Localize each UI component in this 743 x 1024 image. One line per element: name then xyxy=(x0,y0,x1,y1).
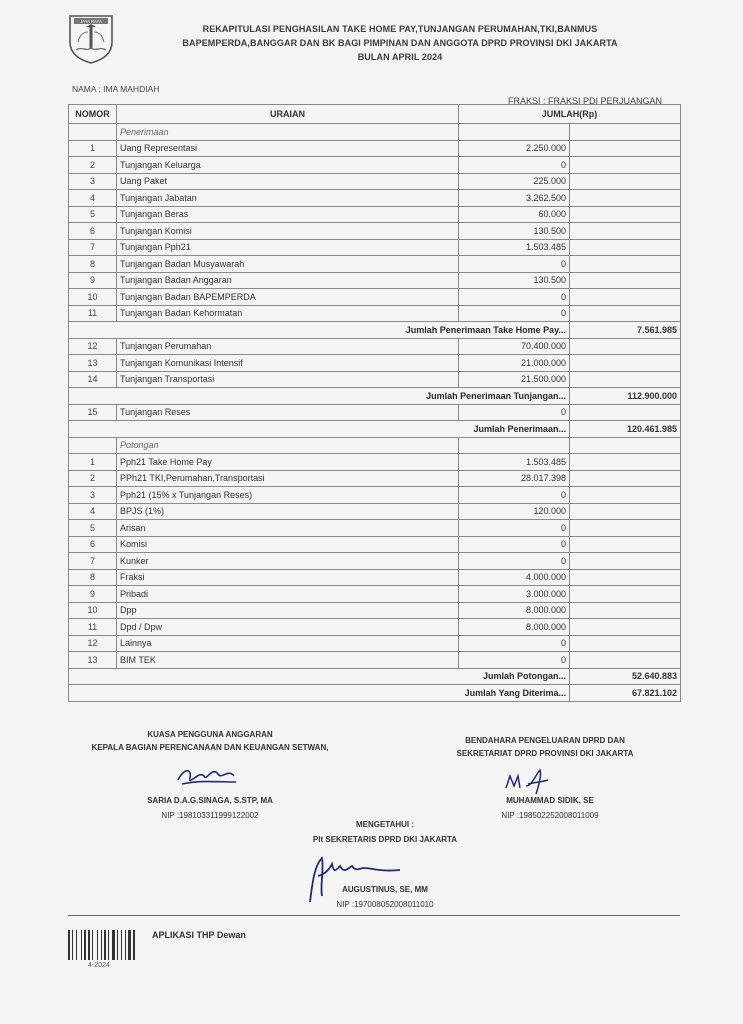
row-label: Arisan xyxy=(117,520,459,537)
center-sig-name: AUGUSTINUS, SE, MM xyxy=(342,885,428,894)
row-label: Tunjangan Badan Kehormatan xyxy=(117,305,459,322)
row-label: Tunjangan Komisi xyxy=(117,223,459,240)
right-sig-nip: NIP :198502252008011009 xyxy=(501,811,599,820)
tunjangan-row xyxy=(69,355,681,372)
barcode-bar xyxy=(81,930,82,960)
row-total-empty xyxy=(570,586,681,603)
left-sig-nip: NIP :198103311999122002 xyxy=(161,811,259,820)
potongan-row xyxy=(69,503,681,520)
header-nomor: NOMOR xyxy=(69,105,117,124)
center-sig-nip: NIP :197008052008011010 xyxy=(336,900,434,909)
potongan-row xyxy=(69,586,681,603)
row-number: 1 xyxy=(69,454,117,471)
row-label: Pph21 Take Home Pay xyxy=(117,454,459,471)
row-label: Lainnya xyxy=(117,635,459,652)
title-line-1: REKAPITULASI PENGHASILAN TAKE HOME PAY,TUNJANGAN PERUMAHAN,TKI,BANMUS xyxy=(202,24,598,34)
barcode-bar xyxy=(117,930,118,960)
row-number: 14 xyxy=(69,371,117,388)
row-value: 70.400.000 xyxy=(459,338,570,355)
penerimaan-row xyxy=(69,256,681,273)
penerimaan-row xyxy=(69,140,681,157)
row-total-empty xyxy=(570,371,681,388)
barcode-bar xyxy=(88,930,90,960)
barcode-bar xyxy=(104,930,106,960)
sum-diterima-row xyxy=(69,685,681,702)
row-total-empty xyxy=(570,520,681,537)
row-number: 6 xyxy=(69,536,117,553)
row-label: Tunjangan Badan BAPEMPERDA xyxy=(117,289,459,306)
row-total-empty xyxy=(570,206,681,223)
row-total-empty xyxy=(570,635,681,652)
potongan-row xyxy=(69,470,681,487)
row-label: Tunjangan Transportasi xyxy=(117,371,459,388)
row-number: 12 xyxy=(69,635,117,652)
center-sig-title-1: MENGETAHUI : xyxy=(355,820,415,829)
right-sig-title-2: SEKRETARIAT DPRD PROVINSI DKI JAKARTA xyxy=(456,749,634,758)
right-sig-name: MUHAMMAD SIDIK, SE xyxy=(506,796,594,805)
row-number: 2 xyxy=(69,157,117,174)
row-number: 11 xyxy=(69,619,117,636)
row-label: Tunjangan Beras xyxy=(117,206,459,223)
left-signature-icon xyxy=(172,760,242,792)
left-sig-title-2: KEPALA BAGIAN PERENCANAAN DAN KEUANGAN SETWAN, xyxy=(91,743,329,752)
barcode-bar xyxy=(76,930,77,960)
row-total-empty xyxy=(570,173,681,190)
empty xyxy=(459,437,570,454)
row-value: 3.262.500 xyxy=(459,190,570,207)
sum-label: Jumlah Penerimaan... xyxy=(69,421,570,438)
fraksi-label: FRAKSI : FRAKSI PDI PERJUANGAN xyxy=(508,96,663,106)
row-total-empty xyxy=(570,602,681,619)
row-label: Pribadi xyxy=(117,586,459,603)
row-number: 5 xyxy=(69,206,117,223)
penerimaan-row xyxy=(69,173,681,190)
row-value: 0 xyxy=(459,553,570,570)
sum-penerimaan-row xyxy=(69,421,681,438)
row-total-empty xyxy=(570,404,681,421)
row-value: 1.503.485 xyxy=(459,239,570,256)
potongan-row xyxy=(69,536,681,553)
barcode-bar xyxy=(84,930,86,960)
center-signature-block xyxy=(270,820,500,844)
center-signer xyxy=(310,885,460,909)
row-number: 3 xyxy=(69,487,117,504)
row-value: 8.000.000 xyxy=(459,602,570,619)
row-number: 7 xyxy=(69,239,117,256)
barcode-bar xyxy=(92,930,93,960)
penerimaan-row xyxy=(69,190,681,207)
row-label: Dpd / Dpw xyxy=(117,619,459,636)
penerimaan-row xyxy=(69,223,681,240)
footer-code: 4-2024 xyxy=(88,962,110,969)
row-label: Tunjangan Badan Anggaran xyxy=(117,272,459,289)
penerimaan-row xyxy=(69,272,681,289)
tunjangan-row xyxy=(69,338,681,355)
potongan-row xyxy=(69,454,681,471)
row-value: 28.017.398 xyxy=(459,470,570,487)
row-total-empty xyxy=(570,140,681,157)
row-value: 0 xyxy=(459,652,570,669)
row-number: 3 xyxy=(69,173,117,190)
row-number: 5 xyxy=(69,520,117,537)
penerimaan-row xyxy=(69,206,681,223)
row-value: 8.000.000 xyxy=(459,619,570,636)
row-total-empty xyxy=(570,454,681,471)
row-label: Uang Representasi xyxy=(117,140,459,157)
row-number: 9 xyxy=(69,586,117,603)
row-total-empty xyxy=(570,157,681,174)
footer-divider xyxy=(68,915,680,916)
member-name: NAMA : IMA MAHDIAH xyxy=(72,84,160,94)
sum-value: 112.900.000 xyxy=(570,388,681,405)
row-total-empty xyxy=(570,553,681,570)
row-label: Tunjangan Komunikasi Intensif xyxy=(117,355,459,372)
row-label: Tunjangan Keluarga xyxy=(117,157,459,174)
row-value: 0 xyxy=(459,487,570,504)
left-sig-name: SARIA D.A.G.SINAGA, S.STP, MA xyxy=(147,796,273,805)
sum-value: 7.561.985 xyxy=(570,322,681,339)
row-value: 1.503.485 xyxy=(459,454,570,471)
row-number: 8 xyxy=(69,569,117,586)
section-row xyxy=(69,124,681,141)
row-total-empty xyxy=(570,289,681,306)
row-number: 11 xyxy=(69,305,117,322)
sum-potongan-row xyxy=(69,668,681,685)
sum-value: 52.640.883 xyxy=(570,668,681,685)
row-label: Tunjangan Perumahan xyxy=(117,338,459,355)
empty xyxy=(570,437,681,454)
sum-label: Jumlah Potongan... xyxy=(69,668,570,685)
row-number: 10 xyxy=(69,602,117,619)
row-total-empty xyxy=(570,487,681,504)
row-value: 120.000 xyxy=(459,503,570,520)
barcode-bar xyxy=(125,930,126,960)
row-label: Komisi xyxy=(117,536,459,553)
barcode-bar xyxy=(121,930,122,960)
row-number xyxy=(69,437,117,454)
sum-label: Jumlah Penerimaan Tunjangan... xyxy=(69,388,570,405)
barcode-bar xyxy=(112,930,115,960)
row-number: 1 xyxy=(69,140,117,157)
barcode-bar xyxy=(128,930,131,960)
barcode-bar xyxy=(97,930,98,960)
tunjangan-row xyxy=(69,371,681,388)
row-number: 13 xyxy=(69,652,117,669)
title-line-3: BULAN APRIL 2024 xyxy=(357,52,443,62)
row-number: 10 xyxy=(69,289,117,306)
sum-label: Jumlah Yang Diterima... xyxy=(69,685,570,702)
row-value: 60.000 xyxy=(459,206,570,223)
potongan-row xyxy=(69,569,681,586)
row-value: 0 xyxy=(459,404,570,421)
reses-row xyxy=(69,404,681,421)
row-total-empty xyxy=(570,338,681,355)
row-total-empty xyxy=(570,272,681,289)
dki-jakarta-emblem-icon xyxy=(66,12,116,64)
sum-thp-row xyxy=(69,322,681,339)
row-total-empty xyxy=(570,256,681,273)
empty xyxy=(459,124,570,141)
potongan-row xyxy=(69,487,681,504)
row-number: 2 xyxy=(69,470,117,487)
row-total-empty xyxy=(570,355,681,372)
row-value: 0 xyxy=(459,635,570,652)
row-value: 130.500 xyxy=(459,272,570,289)
row-label: Tunjangan Badan Musyawarah xyxy=(117,256,459,273)
barcode-bar xyxy=(133,930,135,960)
row-total-empty xyxy=(570,536,681,553)
penerimaan-row xyxy=(69,289,681,306)
title-line-2: BAPEMPERDA,BANGGAR DAN BK BAGI PIMPINAN DAN ANGGOTA DPRD PROVINSI DKI JAKARTA xyxy=(182,38,618,48)
potongan-row xyxy=(69,652,681,669)
row-total-empty xyxy=(570,239,681,256)
row-label: Tunjangan Reses xyxy=(117,404,459,421)
penerimaan-row xyxy=(69,239,681,256)
potongan-row xyxy=(69,619,681,636)
row-total-empty xyxy=(570,305,681,322)
right-sig-title-1: BENDAHARA PENGELUARAN DPRD DAN xyxy=(465,736,625,745)
salary-table xyxy=(68,104,681,702)
left-sig-title-1: KUASA PENGGUNA ANGGARAN xyxy=(147,730,273,739)
sum-value: 120.461.985 xyxy=(570,421,681,438)
row-value: 0 xyxy=(459,157,570,174)
row-number: 6 xyxy=(69,223,117,240)
section-penerimaan: Penerimaan xyxy=(117,124,459,141)
row-number: 7 xyxy=(69,553,117,570)
row-total-empty xyxy=(570,569,681,586)
row-total-empty xyxy=(570,652,681,669)
row-total-empty xyxy=(570,470,681,487)
row-number: 12 xyxy=(69,338,117,355)
app-name: APLIKASI THP Dewan xyxy=(152,930,246,940)
barcode-bar xyxy=(108,930,109,960)
potongan-row xyxy=(69,635,681,652)
row-value: 0 xyxy=(459,536,570,553)
right-signer xyxy=(440,796,660,820)
row-value: 0 xyxy=(459,256,570,273)
row-total-empty xyxy=(570,190,681,207)
sum-value: 67.821.102 xyxy=(570,685,681,702)
row-value: 21.000.000 xyxy=(459,355,570,372)
center-sig-title-2: Plt SEKRETARIS DPRD DKI JAKARTA xyxy=(312,835,458,844)
row-value: 2.250.000 xyxy=(459,140,570,157)
row-value: 130.500 xyxy=(459,223,570,240)
barcode-bar xyxy=(101,930,102,960)
potongan-row xyxy=(69,520,681,537)
penerimaan-row xyxy=(69,157,681,174)
header-uraian: URAIAN xyxy=(117,105,459,124)
row-label: Kunker xyxy=(117,553,459,570)
row-total-empty xyxy=(570,503,681,520)
row-value: 3.000.000 xyxy=(459,586,570,603)
row-value: 4.000.000 xyxy=(459,569,570,586)
row-number xyxy=(69,124,117,141)
row-value: 0 xyxy=(459,289,570,306)
row-label: Fraksi xyxy=(117,569,459,586)
row-label: BPJS (1%) xyxy=(117,503,459,520)
right-signature-icon xyxy=(502,766,562,796)
sum-tunjangan-row xyxy=(69,388,681,405)
row-label: Dpp xyxy=(117,602,459,619)
left-signer xyxy=(110,796,310,820)
right-signature-block xyxy=(400,736,690,758)
section-potongan: Potongan xyxy=(117,437,459,454)
section-row xyxy=(69,437,681,454)
row-total-empty xyxy=(570,223,681,240)
row-label: Pph21 (15% x Tunjangan Reses) xyxy=(117,487,459,504)
row-value: 225.000 xyxy=(459,173,570,190)
row-value: 21.500.000 xyxy=(459,371,570,388)
row-label: PPh21 TKI,Perumahan,Transportasi xyxy=(117,470,459,487)
barcode-icon xyxy=(68,930,146,960)
row-total-empty xyxy=(570,619,681,636)
barcode-bar xyxy=(72,930,73,960)
barcode-bar xyxy=(68,930,70,960)
row-number: 9 xyxy=(69,272,117,289)
row-number: 8 xyxy=(69,256,117,273)
logo-text: JAYA RAYA xyxy=(80,19,102,24)
row-label: Uang Paket xyxy=(117,173,459,190)
row-label: Tunjangan Pph21 xyxy=(117,239,459,256)
row-label: Tunjangan Jabatan xyxy=(117,190,459,207)
row-value: 0 xyxy=(459,305,570,322)
penerimaan-row xyxy=(69,305,681,322)
sum-label: Jumlah Penerimaan Take Home Pay... xyxy=(69,322,570,339)
left-signature-block xyxy=(60,730,360,752)
row-value: 0 xyxy=(459,520,570,537)
row-number: 4 xyxy=(69,503,117,520)
potongan-row xyxy=(69,602,681,619)
header-jumlah: JUMLAH(Rp) xyxy=(459,105,681,124)
row-label: BIM TEK xyxy=(117,652,459,669)
row-number: 4 xyxy=(69,190,117,207)
row-number: 13 xyxy=(69,355,117,372)
row-number: 15 xyxy=(69,404,117,421)
empty xyxy=(570,124,681,141)
potongan-row xyxy=(69,553,681,570)
table-header-row xyxy=(69,105,681,124)
